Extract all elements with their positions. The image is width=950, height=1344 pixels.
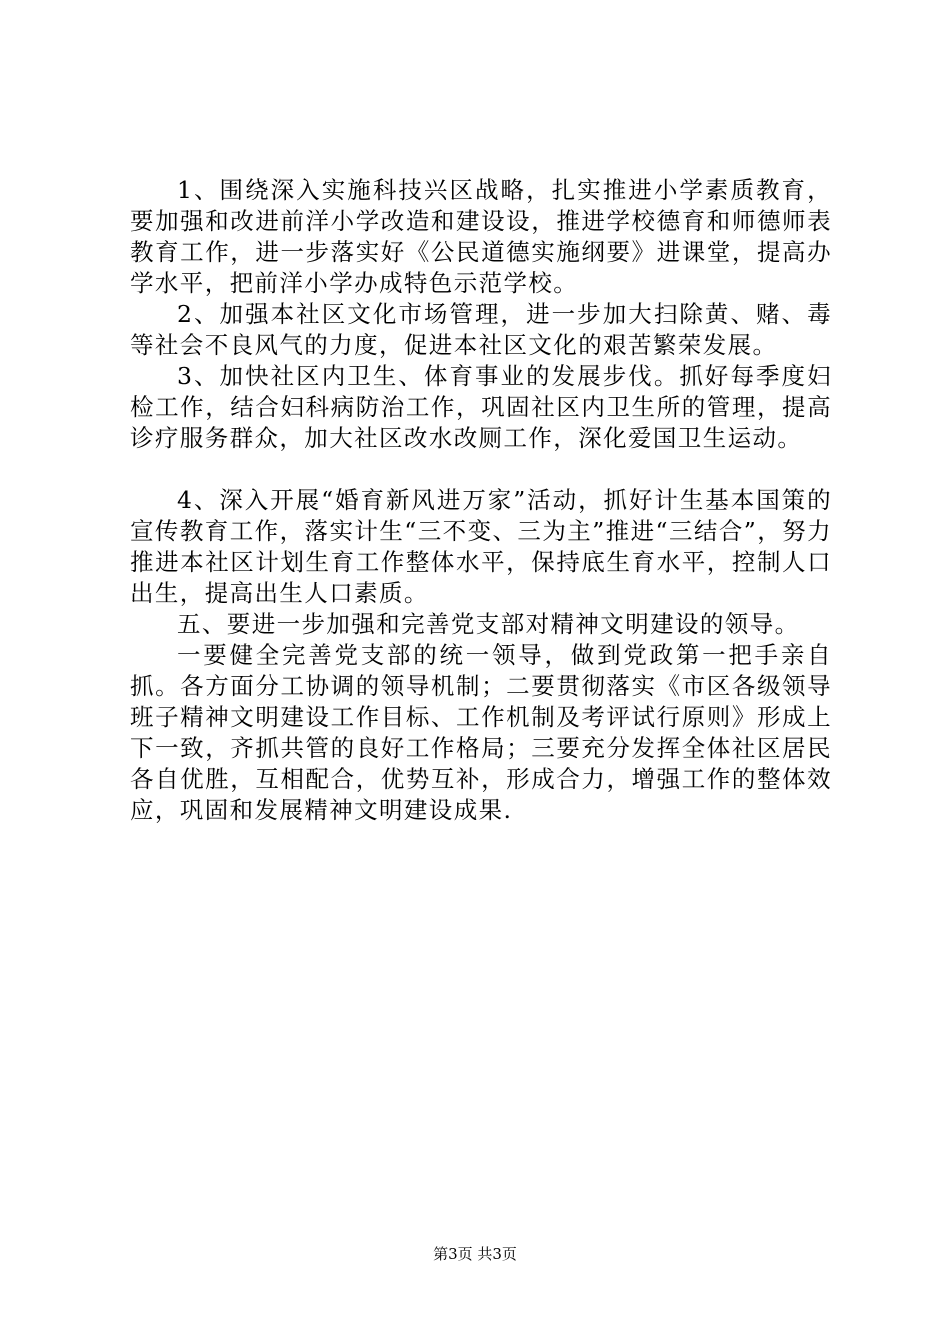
paragraph-4: 4、深入开展“婚育新风进万家”活动，抓好计生基本国策的宣传教育工作，落实计生“三不变、三为主”推进“三结合”，努力推进本社区计划生育工作整体水平，保持底生育水平，控制人口出生，提高出生人口素质。 <box>130 486 832 607</box>
paragraph-1: 1、围绕深入实施科技兴区战略，扎实推进小学素质教育，要加强和改进前洋小学改造和建设设，推进学校德育和师德师表教育工作，进一步落实好《公民道德实施纲要》进课堂，提高办学水平，把前洋小学办成特色示范学校。 <box>130 176 832 297</box>
paragraph-3: 3、加快社区内卫生、体育事业的发展步伐。抓好每季度妇检工作，结合妇科病防治工作，巩固社区内卫生所的管理，提高诊疗服务群众，加大社区改水改厕工作，深化爱国卫生运动。 <box>130 362 832 452</box>
page-footer: 第3页 共3页 <box>433 1245 517 1263</box>
document-body <box>130 175 832 826</box>
paragraph-2: 2、加强本社区文化市场管理，进一步加大扫除黄、赌、毒等社会不良风气的力度，促进本社区文化的艰苦繁荣发展。 <box>130 300 832 359</box>
paragraph-6: 一要健全完善党支部的统一领导，做到党政第一把手亲自抓。各方面分工协调的领导机制；二要贯彻落实《市区各级领导班子精神文明建设工作目标、工作机制及考评试行原则》形成上下一致，齐抓共管的良好工作格局；三要充分发挥全体社区居民各自优胜，互相配合，优势互补，形成合力，增强工作的整体效应，巩固和发展精神文明建设成果. <box>130 641 832 824</box>
section-heading-5: 五、要进一步加强和完善党支部对精神文明建设的领导。 <box>177 610 800 638</box>
paragraph-spacer <box>130 454 832 485</box>
